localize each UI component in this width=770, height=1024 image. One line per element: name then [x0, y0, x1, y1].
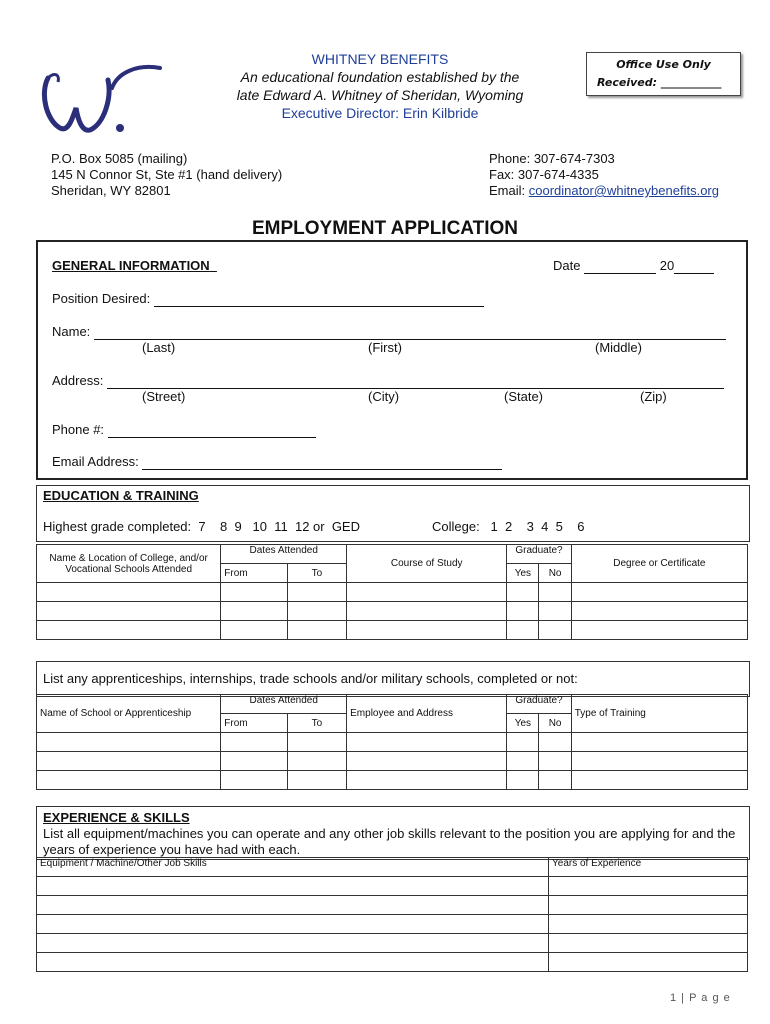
col-apprentice-name: Name of School or Apprenticeship — [37, 695, 221, 733]
position-label: Position Desired: — [52, 291, 151, 306]
email-input[interactable] — [142, 454, 502, 470]
letterhead — [180, 50, 580, 122]
col-graduate: Graduate? — [507, 545, 571, 564]
table-row[interactable] — [37, 953, 748, 972]
experience-table — [36, 857, 748, 972]
phone-input[interactable] — [108, 422, 316, 438]
name-label: Name: — [52, 324, 91, 339]
email-row — [52, 454, 502, 470]
email-label: Email: — [489, 183, 529, 198]
col-apprentice-yes: Yes — [507, 714, 539, 733]
col-from: From — [221, 564, 287, 583]
position-input[interactable] — [154, 291, 484, 307]
education-table — [36, 544, 748, 640]
email-link[interactable]: coordinator@whitneybenefits.org — [528, 183, 719, 198]
col-no: No — [539, 564, 571, 583]
education-section — [36, 485, 750, 542]
phone-row — [52, 422, 316, 438]
highest-grade-row[interactable]: Highest grade completed: 7 8 9 10 11 12 or GED — [43, 519, 360, 534]
received-field[interactable]: Received: ___________ — [597, 76, 722, 89]
table-row[interactable] — [37, 915, 748, 934]
col-apprentice-from: From — [221, 714, 287, 733]
col-years: Years of Experience — [549, 858, 748, 877]
name-last-caption: (Last) — [142, 340, 176, 355]
office-use-box — [586, 52, 741, 96]
name-middle-caption: (Middle) — [595, 340, 642, 355]
col-employee-address: Employee and Address — [347, 695, 507, 733]
date-label: Date — [553, 258, 581, 273]
table-row[interactable] — [37, 771, 748, 790]
table-row[interactable] — [37, 934, 748, 953]
col-school-name: Name & Location of College, and/or Vocational Schools Attended — [37, 545, 221, 583]
education-heading: EDUCATION & TRAINING — [43, 488, 199, 503]
phone-text: Phone: 307-674-7303 — [489, 151, 615, 166]
col-yes: Yes — [507, 564, 539, 583]
col-skills: Equipment / Machine/Other Job Skills — [37, 858, 549, 877]
whitney-logo — [38, 58, 168, 138]
col-training-type: Type of Training — [571, 695, 747, 733]
general-heading: GENERAL INFORMATION — [52, 258, 210, 273]
general-info-section — [36, 240, 748, 480]
date-field[interactable] — [553, 258, 714, 274]
table-row[interactable] — [37, 583, 748, 602]
phone-label: Phone #: — [52, 422, 105, 437]
name-row — [52, 324, 726, 340]
apprenticeship-table — [36, 694, 748, 790]
tagline-line2: late Edward A. Whitney of Sheridan, Wyoming — [236, 87, 524, 103]
table-row[interactable] — [37, 752, 748, 771]
experience-intro: List all equipment/machines you can operate and any other job skills relevant to the position you are applying for and the years of experience you have had with each. — [43, 826, 736, 857]
table-row[interactable] — [37, 621, 748, 640]
table-row[interactable] — [37, 733, 748, 752]
page-title: EMPLOYMENT APPLICATION — [252, 218, 518, 239]
email-field-label: Email Address: — [52, 454, 139, 469]
col-degree: Degree or Certificate — [571, 545, 747, 583]
experience-heading: EXPERIENCE & SKILLS — [43, 810, 190, 825]
org-name: WHITNEY BENEFITS — [311, 51, 449, 67]
date-blank[interactable] — [584, 258, 656, 274]
address-street-caption: (Street) — [142, 389, 186, 404]
contact-info — [489, 151, 719, 199]
address-row — [52, 373, 724, 389]
address-input[interactable] — [107, 373, 724, 389]
apprenticeship-intro: List any apprenticeships, internships, trade schools and/or military schools, completed or not: — [43, 671, 578, 686]
tagline-line1: An educational foundation established by the — [240, 69, 520, 85]
col-to: To — [287, 564, 346, 583]
col-apprentice-no: No — [539, 714, 571, 733]
table-row[interactable] — [37, 602, 748, 621]
address-state-caption: (State) — [504, 389, 544, 404]
name-input[interactable] — [94, 324, 726, 340]
table-row[interactable] — [37, 896, 748, 915]
mailing-address — [51, 151, 282, 199]
address-label: Address: — [52, 373, 104, 388]
col-dates-attended: Dates Attended — [221, 545, 347, 564]
address-zip-caption: (Zip) — [640, 389, 667, 404]
col-apprentice-to: To — [287, 714, 346, 733]
date-year-label: 20 — [659, 258, 675, 273]
address-city-caption: (City) — [368, 389, 400, 404]
experience-section — [36, 806, 750, 860]
table-row[interactable] — [37, 877, 748, 896]
name-first-caption: (First) — [368, 340, 402, 355]
position-row — [52, 291, 484, 307]
office-use-label: Office Use Only — [616, 58, 711, 71]
apprenticeship-section — [36, 661, 750, 697]
col-apprentice-graduate: Graduate? — [507, 695, 571, 714]
address-line2: 145 N Connor St, Ste #1 (hand delivery) — [51, 167, 283, 182]
executive-director: Executive Director: Erin Kilbride — [281, 105, 479, 121]
college-years-row[interactable]: College: 1 2 3 4 5 6 — [432, 519, 585, 534]
address-line3: Sheridan, WY 82801 — [51, 183, 171, 198]
col-apprentice-dates: Dates Attended — [221, 695, 347, 714]
page-number: 1 | P a g e — [670, 992, 731, 1004]
year-blank[interactable] — [674, 258, 714, 274]
address-line1: P.O. Box 5085 (mailing) — [51, 151, 188, 166]
fax-text: Fax: 307-674-4335 — [489, 167, 599, 182]
col-course: Course of Study — [347, 545, 507, 583]
